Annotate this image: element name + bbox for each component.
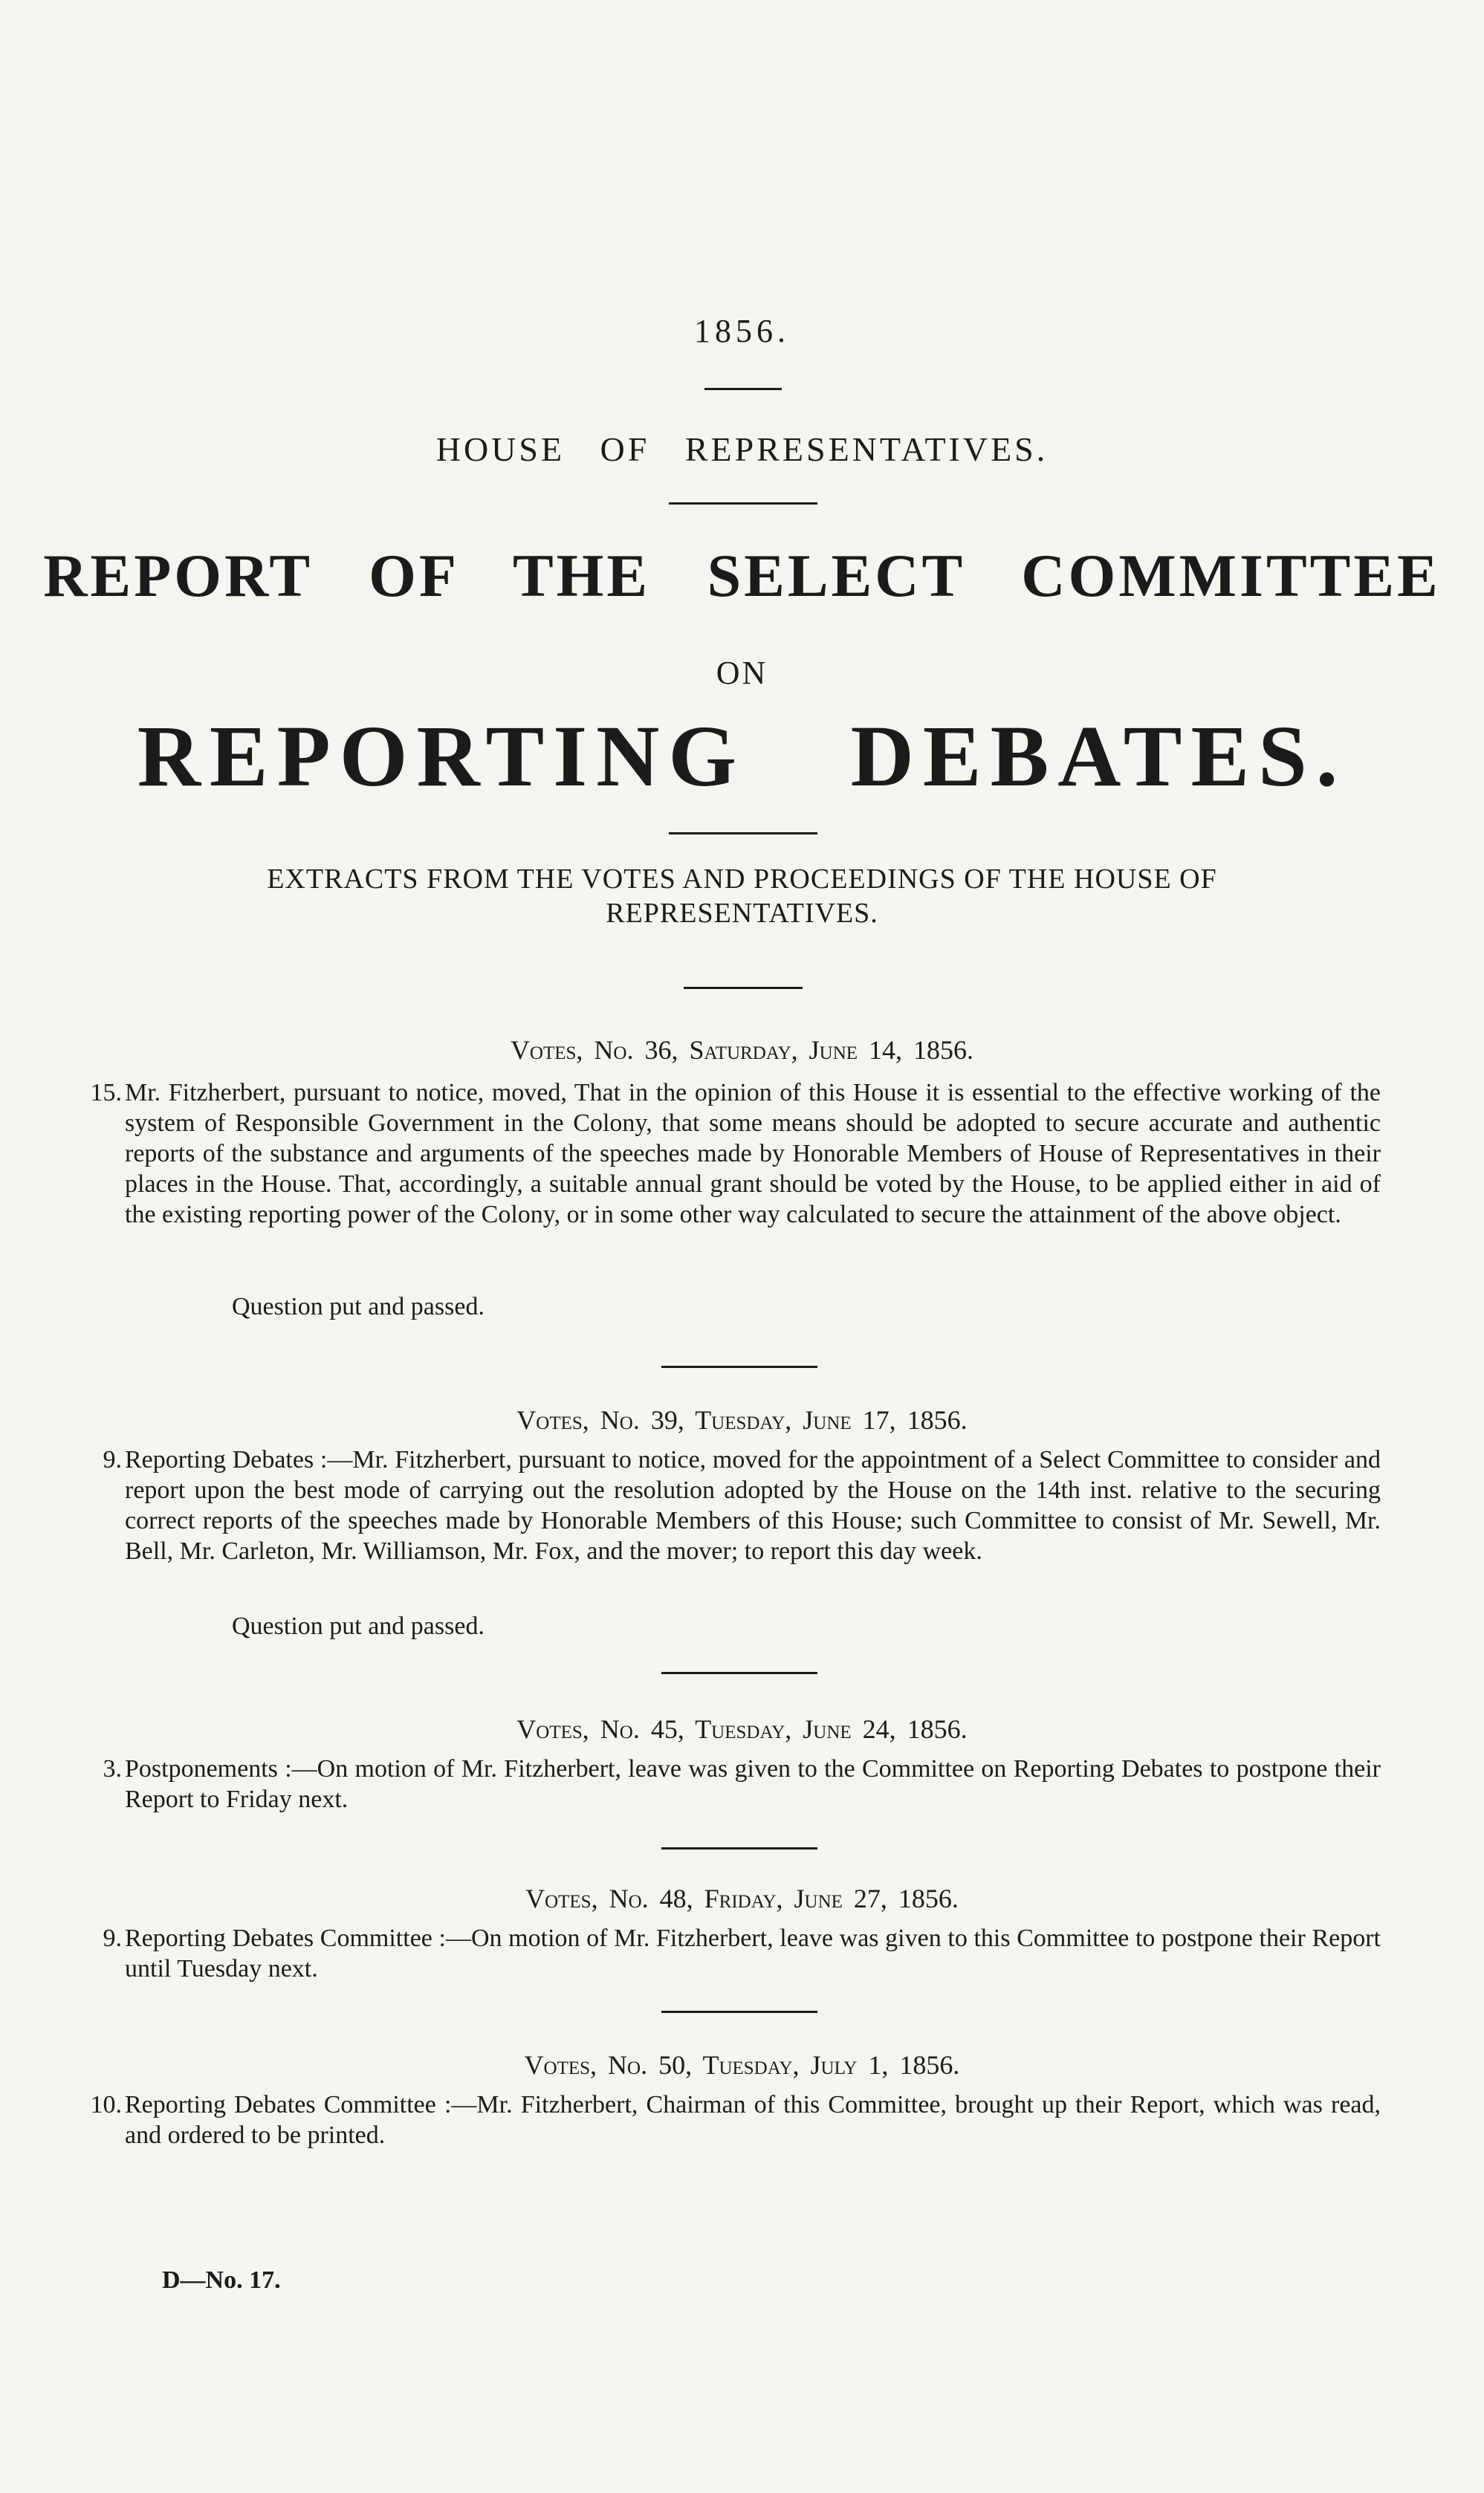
extracts-heading-line: REPRESENTATIVES. bbox=[606, 898, 878, 929]
vote-entry bbox=[103, 1445, 1381, 1566]
vote-entry bbox=[90, 2090, 1381, 2150]
entry-number: 10. bbox=[90, 2091, 122, 2118]
entry-text: Mr. Fitzherbert, pursuant to notice, moved, That in the opinion of this House it is essential to the effective working of the system of Responsible Government in the Colony, that some means should be adopted to secure accurate and authentic reports of the substance and arguments of the speeches made by Honorable Members of House of Representatives in their places in the House. That, accordingly, a suitable annual grant should be voted by the House, to be applied either in aid of the existing reporting power of the Colony, or in some other way calculated to secure the attainment of the above object. bbox=[125, 1079, 1381, 1228]
paper-number: D—No. 17. bbox=[162, 2266, 281, 2294]
divider-rule bbox=[669, 502, 817, 505]
vote-heading: Votes, No. 45, Tuesday, June 24, 1856. bbox=[516, 1714, 968, 1744]
divider-rule bbox=[684, 987, 803, 989]
divider-rule bbox=[661, 1847, 817, 1850]
question-result: Question put and passed. bbox=[232, 1293, 485, 1320]
vote-heading: Votes, No. 39, Tuesday, June 17, 1856. bbox=[516, 1405, 968, 1435]
divider-rule bbox=[669, 832, 817, 834]
extracts-heading-line: EXTRACTS FROM THE VOTES AND PROCEEDINGS OF THE HOUSE OF bbox=[267, 863, 1217, 895]
vote-entry bbox=[90, 1077, 1381, 1230]
report-title-on: ON bbox=[716, 655, 768, 691]
report-subject-title: REPORTING DEBATES. bbox=[137, 707, 1347, 805]
entry-text: Reporting Debates Committee :—Mr. Fitzherbert, Chairman of this Committee, brought up their Report, which was read, and ordered to be printed. bbox=[125, 2091, 1381, 2149]
entry-text: Postponements :—On motion of Mr. Fitzherbert, leave was given to the Committee on Reporting Debates to postpone their Report to Friday next. bbox=[125, 1755, 1381, 1813]
divider-rule bbox=[704, 388, 782, 390]
vote-entry bbox=[103, 1754, 1381, 1815]
entry-text: Reporting Debates Committee :—On motion of Mr. Fitzherbert, leave was given to this Committee to postpone their Report until Tuesday next. bbox=[125, 1925, 1381, 1983]
divider-rule bbox=[661, 2011, 817, 2013]
question-result: Question put and passed. bbox=[232, 1612, 485, 1640]
entry-number: 3. bbox=[103, 1755, 122, 1783]
entry-number: 9. bbox=[103, 1446, 122, 1474]
report-title: REPORT OF THE SELECT COMMITTEE bbox=[43, 542, 1441, 609]
entry-number: 15. bbox=[90, 1079, 122, 1106]
vote-entry bbox=[103, 1923, 1381, 1984]
vote-heading: Votes, No. 48, Friday, June 27, 1856. bbox=[525, 1884, 959, 1913]
extracts-heading bbox=[0, 862, 1484, 930]
vote-heading: Votes, No. 36, Saturday, June 14, 1856. bbox=[510, 1035, 974, 1065]
divider-rule bbox=[661, 1672, 817, 1674]
divider-rule bbox=[661, 1366, 817, 1368]
vote-heading: Votes, No. 50, Tuesday, July 1, 1856. bbox=[524, 2050, 960, 2080]
house-heading: HOUSE OF REPRESENTATIVES. bbox=[435, 430, 1049, 468]
entry-number: 9. bbox=[103, 1925, 122, 1952]
entry-text: Reporting Debates :—Mr. Fitzherbert, pursuant to notice, moved for the appointment of a Select Committee to consider and report upon the best mode of carrying out the resolution adopted by the House on the 14th inst. relative to the securing correct reports of the speeches made by Honorable Members of this House; such Committee to consist of Mr. Sewell, Mr. Bell, Mr. Carleton, Mr. Williamson, Mr. Fox, and the mover; to report this day week. bbox=[125, 1446, 1381, 1565]
year-heading: 1856. bbox=[694, 313, 790, 349]
